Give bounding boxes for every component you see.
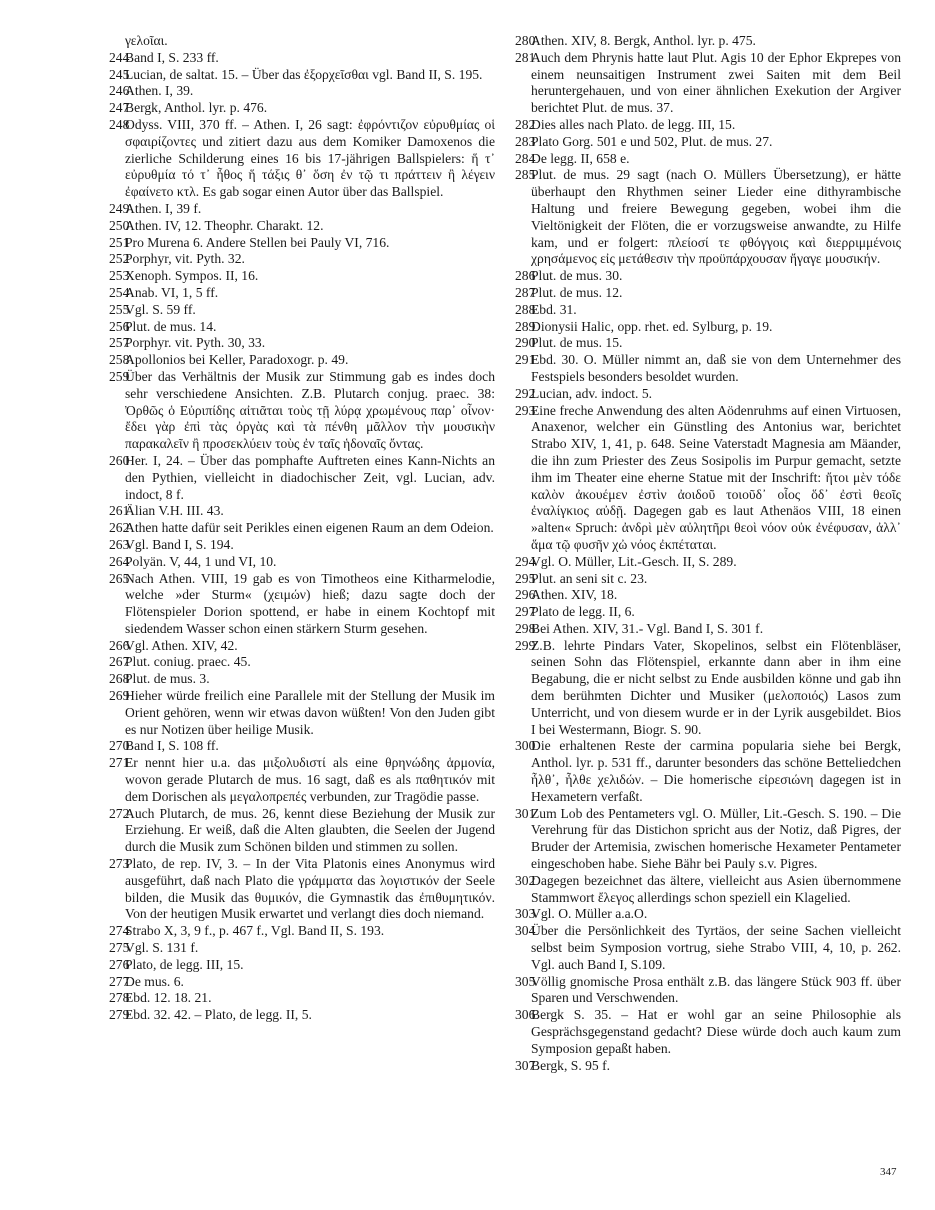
footnote <box>109 537 495 554</box>
footnote-text: Dionysii Halic, opp. rhet. ed. Sylburg, p. 19. <box>531 318 773 334</box>
footnote-number: 249 <box>109 200 130 216</box>
footnote-text: Plut. de mus. 12. <box>531 284 623 300</box>
footnote-text: Plato de legg. II, 6. <box>531 604 635 620</box>
footnote-text: Hieher würde freilich eine Parallele mit der Stellung der Musik im Orient gehören, wenn wir etwas davon wüßten! Von den Juden gibt es nur Notizen über heilige Musik. <box>125 688 495 737</box>
footnote-text: Athen hatte dafür seit Perikles einen eigenen Raum an dem Odeion. <box>125 520 494 536</box>
footnote-text: Odyss. VIII, 370 ff. – Athen. I, 26 sagt: ἐφρόντιζον εὐρυθμίας οἱ σφαιρίζοντες und zitiert dazu aus dem Komiker Damoxenos die zierliche Schilderung eines 16 bis 17-jährigen Ballspielers: ἥ τ᾽ εὐρυθμία τό τ᾽ ἦθος ἥ τάξις θ᾽ ὅση ἐν τῷ τι πράττειν ἢ λέγειν ἐφαίνετο κτλ. Es gab sogar einen Autor über das Ballspiel. <box>125 116 495 200</box>
footnote-number: 297 <box>515 604 536 620</box>
footnote <box>109 201 495 218</box>
footnote-text: Zum Lob des Pentameters vgl. O. Müller, Lit.-Gesch. S. 190. – Die Verehrung für das Distichon spricht aus der Notiz, daß Pigres, der Bruder der Artemisia, zwischen homerische Hexameter Pentameter eingeschoben habe. Siehe Bähr bei Pauly s.v. Pigres. <box>531 805 901 872</box>
footnote-text: Plato, de rep. IV, 3. – In der Vita Platonis eines Anonymus wird ausgeführt, daß nach Plato die γράμματα das λογιστικόν der Seele bilden, die Musik das θυμικόν, die Gymnastik das ἐπιθυμητικόν. Von der heutigen Musik erwartet und verlangt dies doch niemand. <box>125 856 495 922</box>
footnote <box>515 386 901 403</box>
footnote <box>515 906 901 923</box>
footnote <box>109 235 495 252</box>
footnote <box>109 268 495 285</box>
footnote <box>109 856 495 923</box>
footnote-number: 270 <box>109 738 130 754</box>
footnote-number: 287 <box>515 284 536 300</box>
footnote-number: 301 <box>515 805 536 821</box>
footnote-text: Anab. VI, 1, 5 ff. <box>125 284 219 300</box>
footnote-text: Bergk, Anthol. lyr. p. 476. <box>125 100 268 116</box>
footnote-number: 248 <box>109 116 130 132</box>
footnote-text: Ebd. 31. <box>531 301 577 317</box>
footnote-number: 274 <box>109 923 130 939</box>
footnote <box>515 403 901 554</box>
footnote-number: 292 <box>515 385 536 401</box>
footnote-number: 252 <box>109 251 130 267</box>
footnote <box>109 688 495 738</box>
footnote-number: 294 <box>515 553 536 569</box>
footnote <box>109 990 495 1007</box>
footnote-text: Über die Persönlichkeit des Tyrtäos, der seine Sachen vielleicht selbst beim Symposion vortrug, siehe Strabo VIII, 4, 10, p. 262. Vgl. auch Band I, S.109. <box>531 923 901 972</box>
footnote <box>109 33 495 50</box>
footnote <box>515 621 901 638</box>
footnote-number: 286 <box>515 268 536 284</box>
footnote-number: 295 <box>515 570 536 586</box>
footnote-text: De mus. 6. <box>125 973 184 989</box>
footnote-number: 266 <box>109 637 130 653</box>
footnote <box>109 100 495 117</box>
footnote-number: 284 <box>515 150 536 166</box>
footnote-number: 282 <box>515 116 536 132</box>
footnote <box>109 67 495 84</box>
footnote-text: Vgl. O. Müller, Lit.-Gesch. II, S. 289. <box>531 553 737 569</box>
footnote <box>109 1007 495 1024</box>
footnote <box>109 218 495 235</box>
footnote-text: Lucian, adv. indoct. 5. <box>531 385 653 401</box>
footnote <box>109 638 495 655</box>
page-number: 347 <box>880 1166 897 1178</box>
footnote-text: Vgl. Athen. XIV, 42. <box>125 637 238 653</box>
footnote-text: Lucian, de saltat. 15. – Über das ἐξορχεῖσθαι vgl. Band II, S. 195. <box>125 66 483 82</box>
footnote <box>515 268 901 285</box>
footnote-text: Plut. an seni sit c. 23. <box>531 570 648 586</box>
footnote <box>109 83 495 100</box>
footnote <box>515 554 901 571</box>
footnote-text: Pro Murena 6. Andere Stellen bei Pauly VI, 716. <box>125 234 390 250</box>
footnote-text: Plut. de mus. 14. <box>125 318 217 334</box>
footnote <box>515 335 901 352</box>
footnote-number: 277 <box>109 973 130 989</box>
footnote-number: 271 <box>109 755 130 771</box>
footnote-number: 246 <box>109 83 130 99</box>
footnote <box>515 1058 901 1075</box>
footnote-number: 279 <box>109 1007 130 1023</box>
footnote-number: 290 <box>515 335 536 351</box>
footnote-number: 303 <box>515 906 536 922</box>
footnote-text: Vgl. O. Müller a.a.O. <box>531 906 648 922</box>
footnote-text: Ebd. 12. 18. 21. <box>125 990 212 1006</box>
footnote-number: 267 <box>109 654 130 670</box>
footnote <box>515 352 901 386</box>
footnote <box>515 151 901 168</box>
footnote-text: Ebd. 32. 42. – Plato, de legg. II, 5. <box>125 1007 312 1023</box>
footnote-text: γελοῖαι. <box>125 33 168 48</box>
footnote <box>515 974 901 1008</box>
footnote-text: Athen. IV, 12. Theophr. Charakt. 12. <box>125 217 324 233</box>
footnote-number: 244 <box>109 49 130 65</box>
footnote-number: 254 <box>109 284 130 300</box>
footnote <box>515 923 901 973</box>
footnote <box>109 923 495 940</box>
footnote-text: Porphyr, vit. Pyth. 32. <box>125 251 245 267</box>
footnote <box>109 453 495 503</box>
footnote-text: Ebd. 30. O. Müller nimmt an, daß sie von dem Unternehmer des Festspiels besonders besoldet wurden. <box>531 352 901 384</box>
footnote <box>109 940 495 957</box>
footnote-number: 265 <box>109 570 130 586</box>
footnote-number: 293 <box>515 402 536 418</box>
footnote-number: 276 <box>109 956 130 972</box>
footnote <box>109 738 495 755</box>
footnote-number: 259 <box>109 368 130 384</box>
footnote-text: Plato Gorg. 501 e und 502, Plut. de mus. 27. <box>531 133 773 149</box>
footnote <box>515 638 901 739</box>
footnote-text: Er nennt hier u.a. das μιξολυδιστί als eine θρηνώδης ἁρμονία, wovon gerade Plutarch de mus. 16 sagt, daß es als παθητικόν mit dem Dorischen als μεγαλοπρεπές verbunden, zur Tragödie passe. <box>125 755 495 804</box>
footnote-number: 261 <box>109 503 130 519</box>
footnote-number: 262 <box>109 520 130 536</box>
footnote-number: 300 <box>515 738 536 754</box>
footnote <box>109 571 495 638</box>
footnote-number: 304 <box>515 923 536 939</box>
footnote-number: 260 <box>109 452 130 468</box>
footnote-text: Her. I, 24. – Über das pomphafte Auftreten eines Kann-Nichts an den Pythien, vielleicht in diadochischer Zeit, vgl. Lucian, adv. indoct, 8 f. <box>125 452 495 502</box>
footnote <box>515 50 901 117</box>
footnote-text: Auch dem Phrynis hatte laut Plut. Agis 10 der Ephor Ekprepes von einem neunsaitigen Instrument zwei Saiten mit dem Beil heruntergehauen, und von einer ähnlichen Exekution der Argiver berichtet Plut. de mus. 37. <box>531 49 901 116</box>
footnote <box>515 587 901 604</box>
footnote-text: Plut. de mus. 3. <box>125 671 210 687</box>
footnote <box>109 974 495 991</box>
footnote-text: Xenoph. Sympos. II, 16. <box>125 268 259 284</box>
footnote-number: 302 <box>515 872 536 888</box>
footnote-text: Athen. I, 39. <box>125 83 194 99</box>
footnote-text: Plato, de legg. III, 15. <box>125 956 244 972</box>
footnote <box>515 302 901 319</box>
footnote-number: 285 <box>515 167 536 183</box>
footnote-number: 245 <box>109 66 130 82</box>
footnote-number: 289 <box>515 318 536 334</box>
right-footnote-column <box>515 33 901 1074</box>
footnote-number: 306 <box>515 1007 536 1023</box>
footnote-number: 255 <box>109 301 130 317</box>
footnote-number: 263 <box>109 536 130 552</box>
footnote <box>109 755 495 805</box>
footnote-text: Plut. de mus. 15. <box>531 335 623 351</box>
footnote-number: 307 <box>515 1057 536 1073</box>
footnote-text: Dagegen bezeichnet das ältere, vielleicht aus Asien übernommene Stammwort ἔλεγος allerdings schon speziell ein Klagelied. <box>531 872 901 905</box>
left-footnote-column <box>109 33 495 1024</box>
footnote-text: Plut. de mus. 30. <box>531 268 623 284</box>
footnote-number: 273 <box>109 856 130 872</box>
footnote-text: Vgl. Band I, S. 194. <box>125 536 234 552</box>
footnote-number: 247 <box>109 100 130 116</box>
footnote-number: 253 <box>109 268 130 284</box>
footnote <box>515 873 901 907</box>
footnote-text: Polyän. V, 44, 1 und VI, 10. <box>125 553 277 569</box>
footnote-number: 268 <box>109 671 130 687</box>
footnote <box>515 134 901 151</box>
footnote-number: 305 <box>515 973 536 989</box>
footnote-number: 264 <box>109 553 130 569</box>
footnote <box>515 604 901 621</box>
footnote-text: Vgl. S. 131 f. <box>125 940 199 956</box>
footnote <box>109 503 495 520</box>
footnote <box>515 167 901 268</box>
footnote-number: 250 <box>109 217 130 233</box>
footnote <box>515 806 901 873</box>
footnote-text: Porphyr. vit. Pyth. 30, 33. <box>125 335 266 351</box>
footnote-number: 296 <box>515 587 536 603</box>
footnote-text: Band I, S. 108 ff. <box>125 738 219 754</box>
footnote-text: Bergk, S. 95 f. <box>531 1057 611 1073</box>
footnote <box>109 520 495 537</box>
footnote-text: Über das Verhältnis der Musik zur Stimmung gab es indes doch sehr verschiedene Ansichten. Z.B. Plutarch conjug. praec. 38: Ὀρθῶς ὁ Εὐριπίδης αἰτιᾶται τοὺς τῇ λύρᾳ χρωμένους παρ᾽ οἶνον· ἔδει γὰρ ἐπὶ τὰς ὀργὰς καὶ τὰ πένθη μᾶλλον τὴν μουσικὴν παρακαλεῖν ἢ προσεκλύειν τοὺς ἐν ταῖς ἡδοναῖς ὄντας. <box>125 368 495 452</box>
footnote <box>109 957 495 974</box>
footnote-number: 278 <box>109 990 130 1006</box>
footnote-text: Band I, S. 233 ff. <box>125 49 219 65</box>
footnote-text: Eine freche Anwendung des alten Aödenruhms auf einen Virtuosen, Anaxenor, welcher ein Günstling des Antonius war, berichtet Strabo XIV, 1, 41, p. 648. Seine Vaterstadt Magnesia am Mäander, die ihn zum Priester des Zeus Sosipolis im Purpur gemacht, setzte ihm im Theater eine eherne Statue mit der Inschrift: ἤτοι μὲν τόδε καλὸν ἀκουέμεν ἐστὶν ἀοιδοῦ τοιοῦδ᾽ οἷος ὅδ᾽ ἐστὶ θεοῖς ἐναλίγκιος αὐδῇ. Dagegen gab es laut Athenäos VIII, 18 einen »alten« Spruch: ἀνδρὶ μὲν αὐλητῆρι θεοὶ νόον οὐκ ἐνέφυσαν, ἀλλ᾽ ἅμα τῷ φυσῆν χὠ νόος ἐκπέταται. <box>531 402 901 552</box>
footnote-text: Bergk S. 35. – Hat er wohl gar an seine Philosophie als Gesprächsgegenstand gedacht? Diese würde doch auch kaum zum Symposion gepaßt haben. <box>531 1007 901 1056</box>
footnote-text: Athen. XIV, 18. <box>531 587 618 603</box>
footnote-text: Strabo X, 3, 9 f., p. 467 f., Vgl. Band II, S. 193. <box>125 923 385 939</box>
footnote-text: Völlig gnomische Prosa enthält z.B. das längere Stück 903 ff. über Sparen und Verschwenden. <box>531 973 901 1006</box>
footnote-number: 291 <box>515 352 536 368</box>
footnote <box>515 738 901 805</box>
footnote <box>109 654 495 671</box>
footnote <box>515 285 901 302</box>
footnote-text: De legg. II, 658 e. <box>531 150 630 166</box>
footnote-number: 275 <box>109 940 130 956</box>
footnote-number: 256 <box>109 318 130 334</box>
footnote <box>515 1007 901 1057</box>
footnote-text: Nach Athen. VIII, 19 gab es von Timotheos eine Kitharmelodie, welche »der Sturm« (χειμών) hieß; dazu sagte doch der Flötenspieler Dorion spottend, er habe in einem Kochtopf mit siedendem Wasser schon einen stärkern Sturm gesehen. <box>125 570 495 636</box>
footnote <box>109 117 495 201</box>
footnote <box>109 671 495 688</box>
footnote-text: Athen. I, 39 f. <box>125 200 202 216</box>
footnote <box>109 806 495 856</box>
footnote-text: Apollonios bei Keller, Paradoxogr. p. 49. <box>125 352 349 368</box>
footnote-number: 272 <box>109 805 130 821</box>
footnote-text: Die erhaltenen Reste der carmina popularia siehe bei Bergk, Anthol. lyr. p. 531 ff., darunter besonders das schöne Betteliedchen ἦλθ᾽, ἦλθε χελιδών. – Die homerische εἰρεσιώνη dagegen ist in Hexametern verfaßt. <box>531 738 901 804</box>
footnote <box>109 319 495 336</box>
footnote-text: Bei Athen. XIV, 31.- Vgl. Band I, S. 301 f. <box>531 620 764 636</box>
footnote-text: Plut. coniug. praec. 45. <box>125 654 251 670</box>
footnote-number: 298 <box>515 620 536 636</box>
footnote-number: 299 <box>515 637 536 653</box>
footnote-text: Z.B. lehrte Pindars Vater, Skopelinos, selbst ein Flötenbläser, seinen Sohn das Flötenspiel, erkannte dann aber in ihm eine Begabung, die er nicht selbst zu Ende ausbilden könne und gab ihn dem berühmten Dichter und Musiker (μελοποιός) Lasos zum Unterricht, und von diesem wurde er in der Lyrik ausgebildet. Bios I bei Westermann, Biogr. S. 90. <box>531 637 901 737</box>
footnote-number: 281 <box>515 49 536 65</box>
footnote-text: Älian V.H. III. 43. <box>125 503 224 519</box>
footnote-text: Auch Plutarch, de mus. 26, kennt diese Beziehung der Musik zur Erziehung. Er weiß, daß die Alten glaubten, die Seelen der Jugend durch die Musik zum Schönen bilden und stimmen zu sollen. <box>125 805 495 855</box>
footnote-number: 283 <box>515 133 536 149</box>
footnote-number: 288 <box>515 301 536 317</box>
footnote <box>109 369 495 453</box>
footnote <box>515 117 901 134</box>
footnote-text: Vgl. S. 59 ff. <box>125 301 196 317</box>
footnote <box>109 50 495 67</box>
footnote-number: 257 <box>109 335 130 351</box>
footnote <box>109 302 495 319</box>
footnote <box>109 251 495 268</box>
footnote <box>109 554 495 571</box>
footnote-number: 258 <box>109 352 130 368</box>
footnote <box>109 285 495 302</box>
footnote-text: Dies alles nach Plato. de legg. III, 15. <box>531 116 736 132</box>
footnote-number: 251 <box>109 234 130 250</box>
footnote <box>515 319 901 336</box>
footnote-text: Athen. XIV, 8. Bergk, Anthol. lyr. p. 475. <box>531 33 756 48</box>
footnote-text: Plut. de mus. 29 sagt (nach O. Müllers Übersetzung), er hätte überhaupt den Rhythmen seiner Lieder eine dithyrambische Haltung und freiere Bewegung gegeben, wobei ihm die Vieltönigkeit der Flöten, die er vorzugsweise anwandte, zu Hilfe kam, und er folgert: πλείοσί τε φθόγγοις καὶ διερριμμένοις χρησάμενος εἰς μετάθεσιν τὴν προϋπάρχουσαν ἤγαγε μουσικήν. <box>531 167 901 267</box>
footnote-number: 269 <box>109 688 130 704</box>
footnote <box>515 571 901 588</box>
footnote <box>109 335 495 352</box>
footnote-number: 280 <box>515 33 536 48</box>
footnote <box>109 352 495 369</box>
footnote <box>515 33 901 50</box>
